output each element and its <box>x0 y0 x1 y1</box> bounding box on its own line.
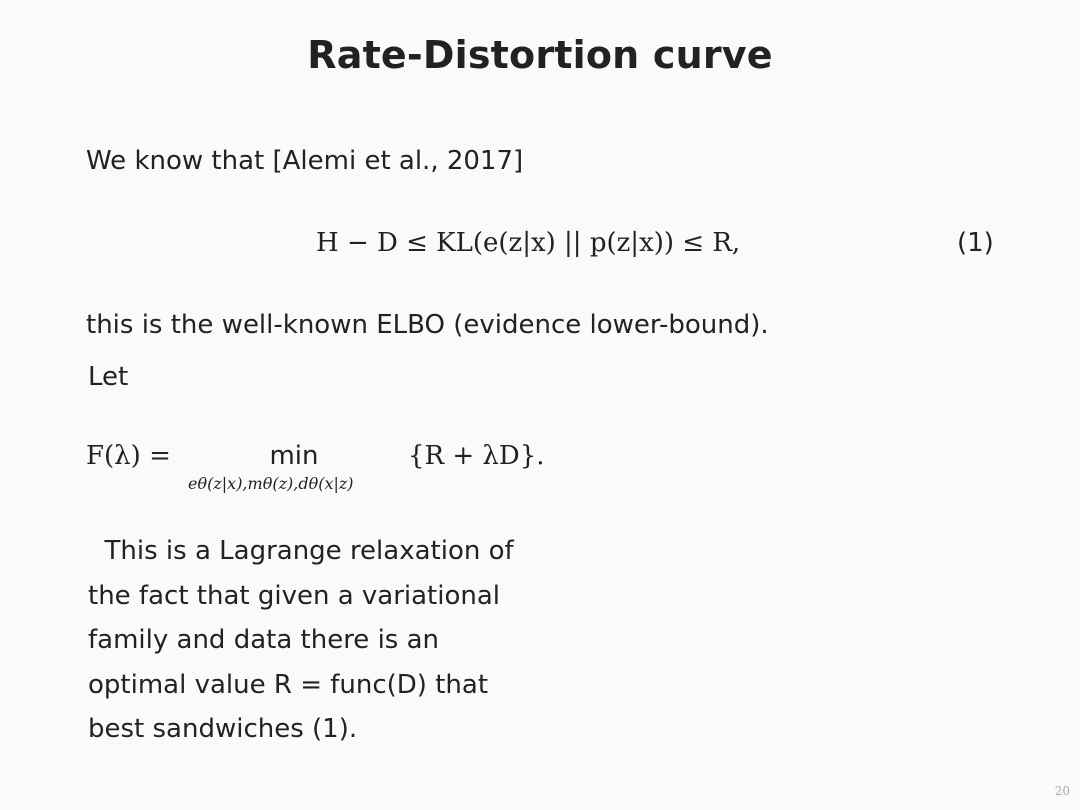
min-operator <box>188 441 400 471</box>
equation-1-number: (1) <box>957 228 994 258</box>
equation-1-body: H − D ≤ KL(e(z|x) || p(z|x)) ≤ R, <box>316 228 741 258</box>
equation-1 <box>316 228 740 258</box>
equation-2-rhs: {R + λD}. <box>408 441 545 471</box>
intro-line: We know that [Alemi et al., 2017] <box>86 146 524 176</box>
paragraph-line: optimal value R = func(D) that <box>88 669 489 700</box>
paragraph-line: the fact that given a variational <box>88 580 501 611</box>
slide-title: Rate-Distortion curve <box>307 33 773 77</box>
min-subscript: eθ(z|x),mθ(z),dθ(x|z) <box>188 474 354 493</box>
elbo-line: this is the well-known ELBO (evidence lower-bound). <box>86 310 769 340</box>
page-number: 20 <box>1054 784 1070 798</box>
min-word: min <box>269 441 319 471</box>
lagrange-paragraph <box>88 529 528 752</box>
paragraph-line: best sandwiches (1). <box>88 714 358 744</box>
paragraph-line: family and data there is an <box>88 625 440 655</box>
let-line: Let <box>88 362 129 392</box>
equation-2-lhs: F(λ) = <box>86 441 171 471</box>
paragraph-line: This is a Lagrange relaxation of <box>88 536 514 566</box>
